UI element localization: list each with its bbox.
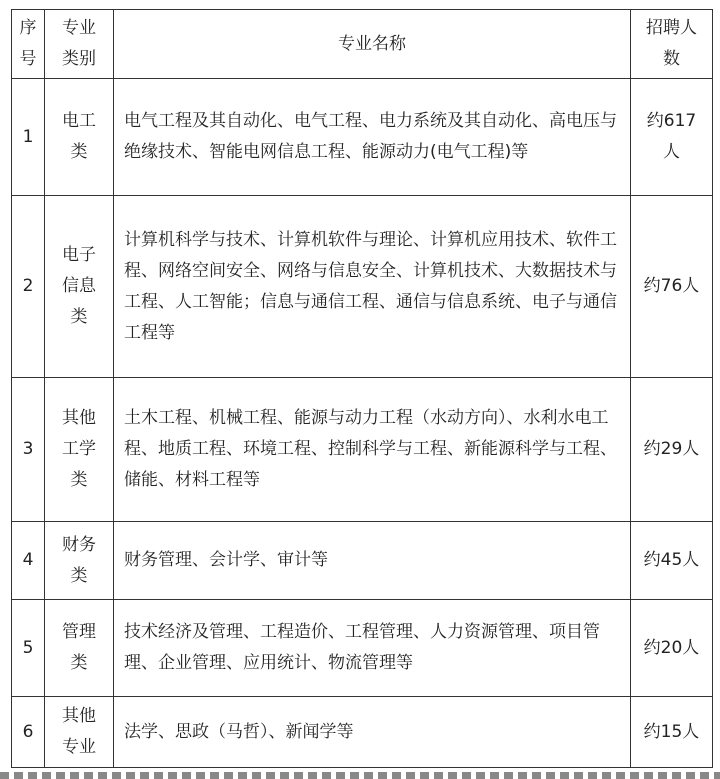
row-category: 电子信息类 (45, 196, 114, 378)
row-majors: 土木工程、机械工程、能源与动力工程（水动方向）、水利水电工程、地质工程、环境工程、控制科学与工程、新能源科学与工程、储能、材料工程等 (114, 378, 631, 522)
row-index: 2 (12, 196, 45, 378)
row-category: 电工类 (45, 79, 114, 196)
row-index: 5 (12, 600, 45, 697)
table-row (12, 79, 713, 196)
row-majors: 技术经济及管理、工程造价、工程管理、人力资源管理、项目管理、企业管理、应用统计、物流管理等 (114, 600, 631, 697)
row-category: 其他专业 (45, 697, 114, 768)
table-row (12, 196, 713, 378)
row-majors: 计算机科学与技术、计算机软件与理论、计算机应用技术、软件工程、网络空间安全、网络与信息安全、计算机技术、大数据技术与工程、人工智能；信息与通信工程、通信与信息系统、电子与通信工程等 (114, 196, 631, 378)
row-index: 4 (12, 522, 45, 600)
header-index: 序号 (12, 10, 45, 79)
row-count: 约20人 (631, 600, 713, 697)
row-count: 约29人 (631, 378, 713, 522)
table-row (12, 522, 713, 600)
row-count: 约617人 (631, 79, 713, 196)
row-index: 3 (12, 378, 45, 522)
cropped-text-line (0, 772, 720, 779)
row-count: 约45人 (631, 522, 713, 600)
row-category: 其他工学类 (45, 378, 114, 522)
row-majors: 法学、思政（马哲）、新闻学等 (114, 697, 631, 768)
row-category: 财务类 (45, 522, 114, 600)
header-category: 专业类别 (45, 10, 114, 79)
header-count: 招聘人数 (631, 10, 713, 79)
table-row (12, 697, 713, 768)
row-majors: 财务管理、会计学、审计等 (114, 522, 631, 600)
row-majors: 电气工程及其自动化、电气工程、电力系统及其自动化、高电压与绝缘技术、智能电网信息工程、能源动力(电气工程)等 (114, 79, 631, 196)
header-row (12, 10, 713, 79)
row-category: 管理类 (45, 600, 114, 697)
header-majors: 专业名称 (114, 10, 631, 79)
row-count: 约15人 (631, 697, 713, 768)
row-index: 1 (12, 79, 45, 196)
row-index: 6 (12, 697, 45, 768)
row-count: 约76人 (631, 196, 713, 378)
recruitment-table (11, 9, 713, 768)
table-row (12, 378, 713, 522)
table-row (12, 600, 713, 697)
